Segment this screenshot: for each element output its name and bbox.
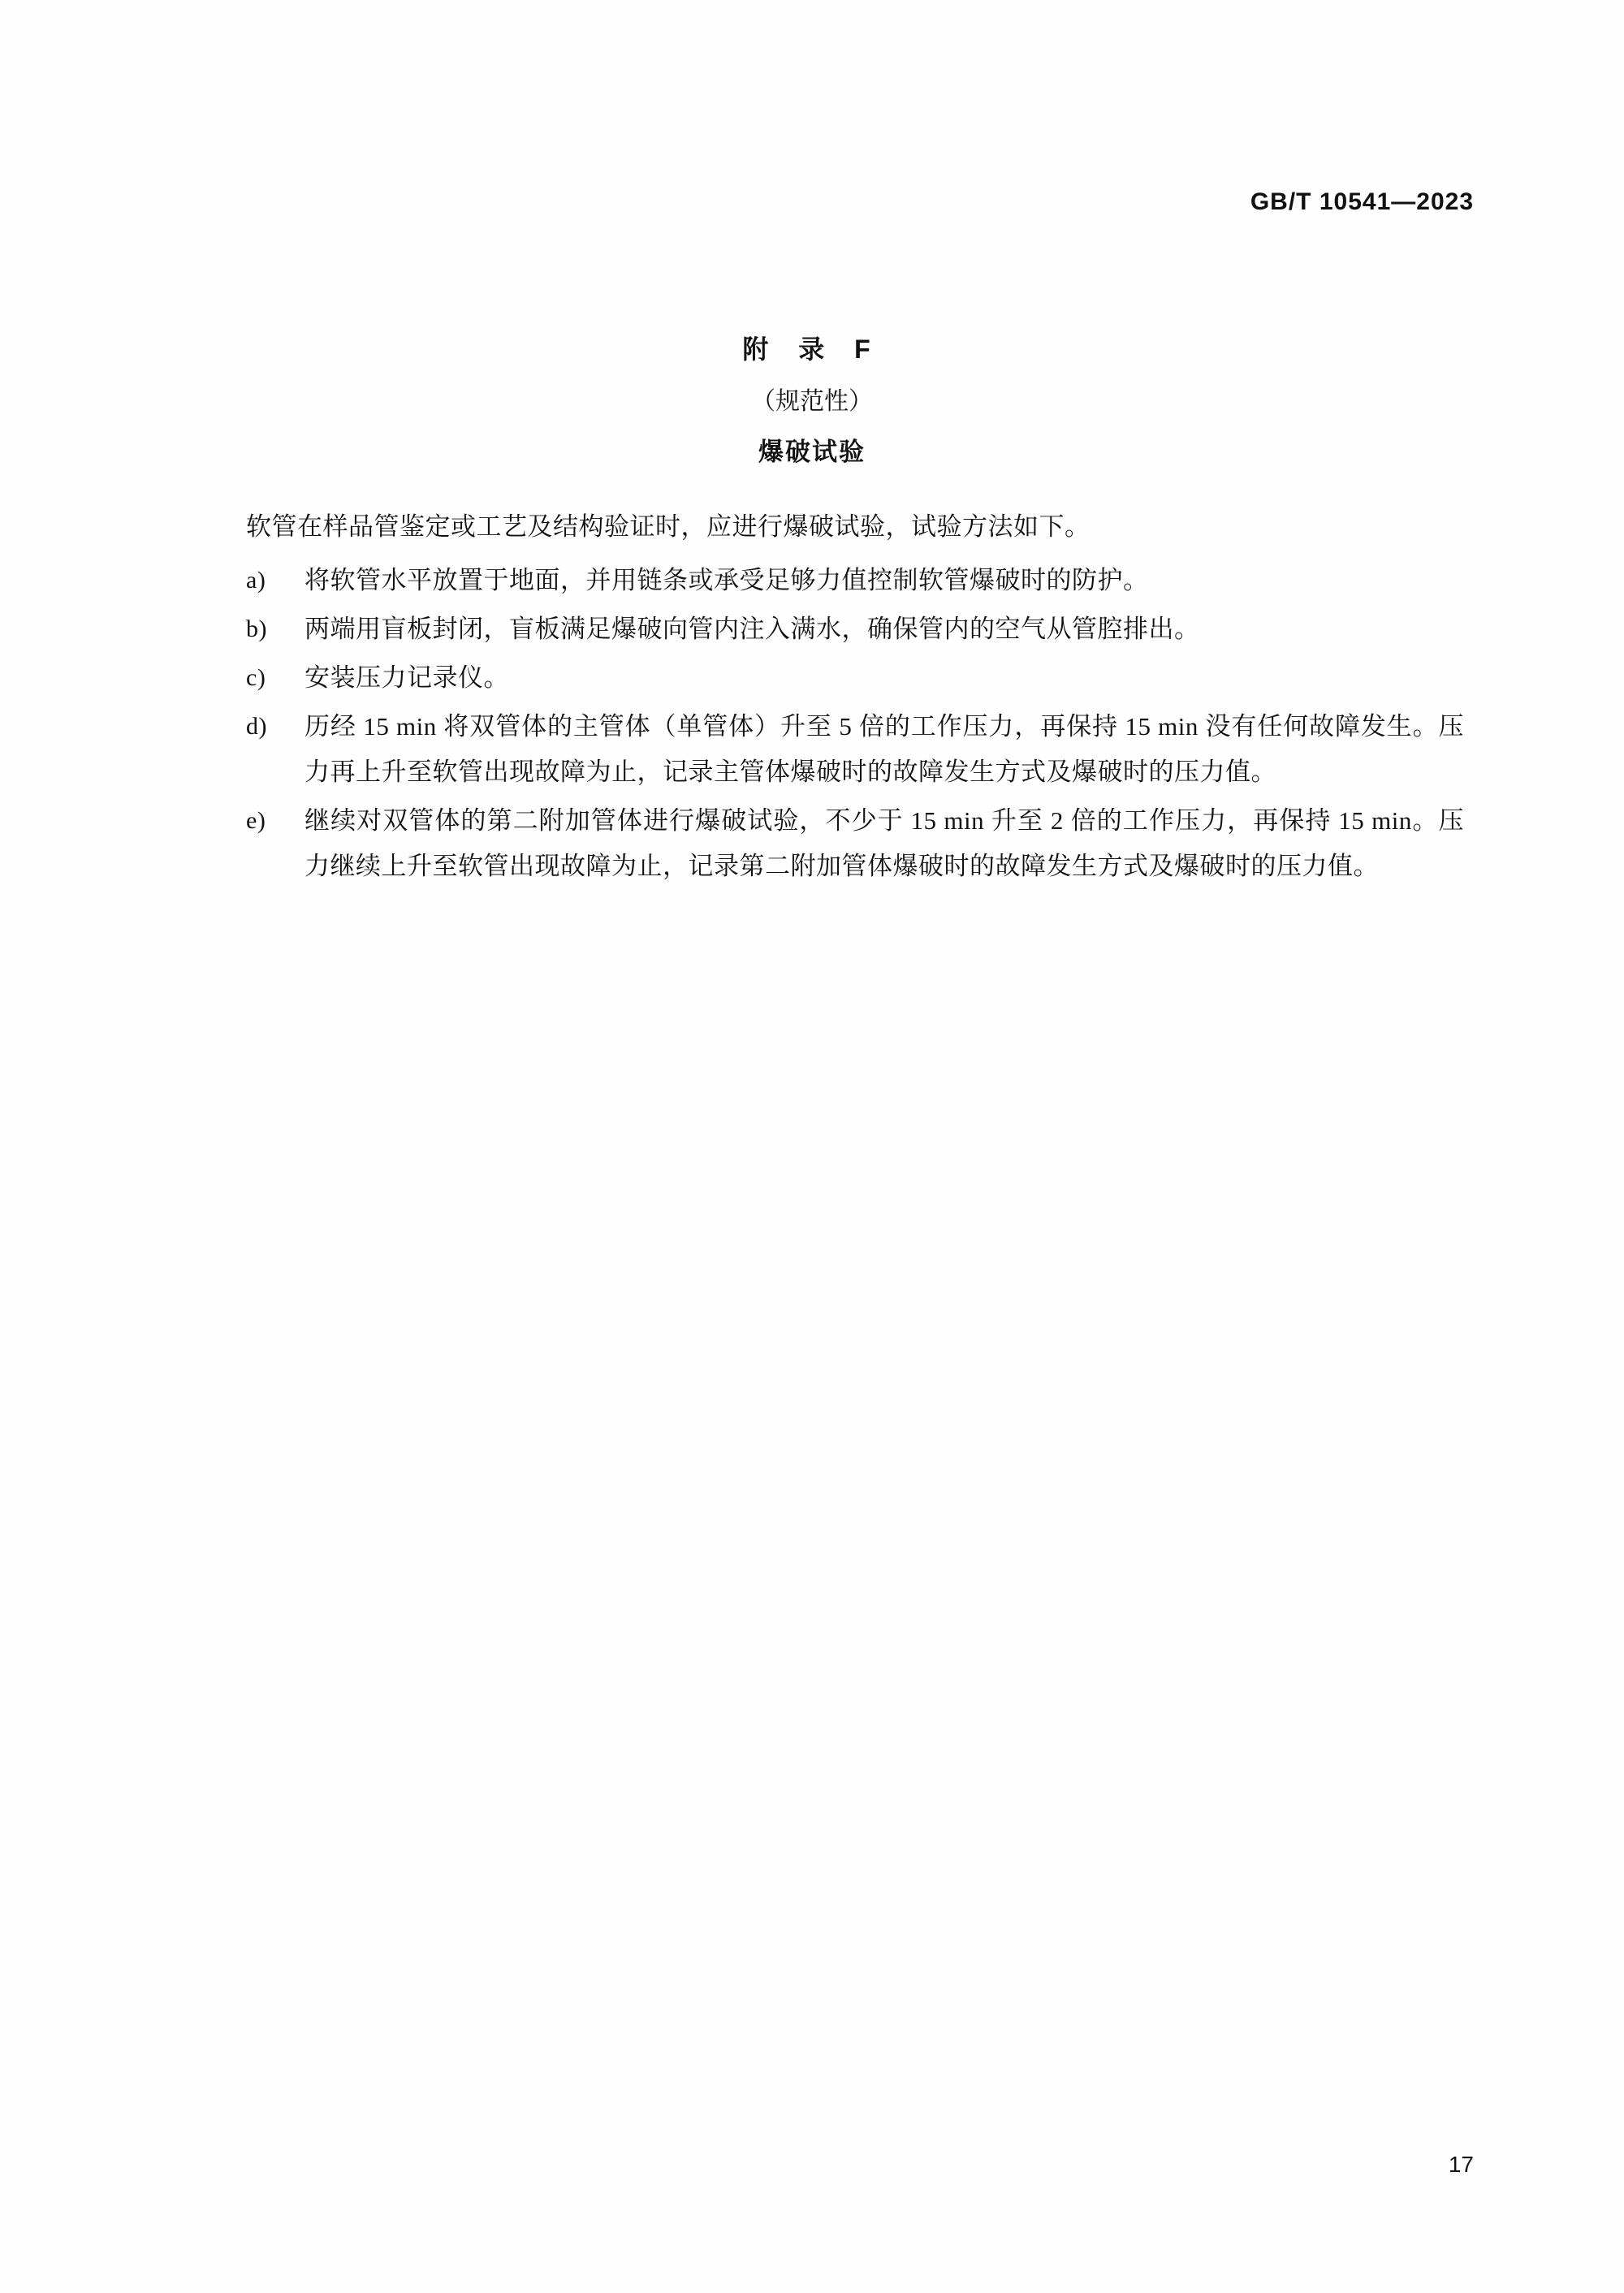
list-item bbox=[246, 607, 1464, 652]
list-item-marker: c) bbox=[246, 664, 266, 691]
list-item bbox=[246, 798, 1464, 889]
list-item-text: 继续对双管体的第二附加管体进行爆破试验，不少于 15 min 升至 2 倍的工作压力，再保持 15 min。压力继续上升至软管出现故障为止，记录第二附加管体爆破时的故障发生方式及爆破时的压力值。 bbox=[304, 806, 1464, 880]
list-item-text: 将软管水平放置于地面，并用链条或承受足够力值控制软管爆破时的防护。 bbox=[304, 566, 1149, 594]
lead-paragraph: 软管在样品管鉴定或工艺及结构验证时，应进行爆破试验，试验方法如下。 bbox=[246, 512, 1091, 541]
list-item-marker: b) bbox=[246, 615, 267, 642]
page-number: 17 bbox=[1448, 2152, 1474, 2177]
list-item-marker: e) bbox=[246, 807, 266, 834]
annex-title: 爆破试验 bbox=[758, 438, 866, 466]
list-item bbox=[246, 655, 1464, 701]
list-item-text: 历经 15 min 将双管体的主管体（单管体）升至 5 倍的工作压力，再保持 15 min 没有任何故障发生。压力再上升至软管出现故障为止，记录主管体爆破时的故障发生方式及爆破时的压力值。 bbox=[304, 712, 1464, 786]
annex-type: （规范性） bbox=[751, 388, 873, 415]
annex-label: 附 录 F bbox=[742, 335, 882, 364]
list-item-marker: d) bbox=[246, 713, 267, 740]
list-item bbox=[246, 558, 1464, 603]
document-body bbox=[246, 479, 1464, 892]
annex-heading-block bbox=[0, 329, 1624, 468]
list-item-text: 安装压力记录仪。 bbox=[304, 663, 509, 692]
page-header-standard-number: GB/T 10541—2023 bbox=[1250, 188, 1474, 215]
list-item bbox=[246, 704, 1464, 795]
list-item-marker: a) bbox=[246, 567, 266, 594]
list-item-text: 两端用盲板封闭，盲板满足爆破向管内注入满水，确保管内的空气从管腔排出。 bbox=[304, 615, 1200, 643]
